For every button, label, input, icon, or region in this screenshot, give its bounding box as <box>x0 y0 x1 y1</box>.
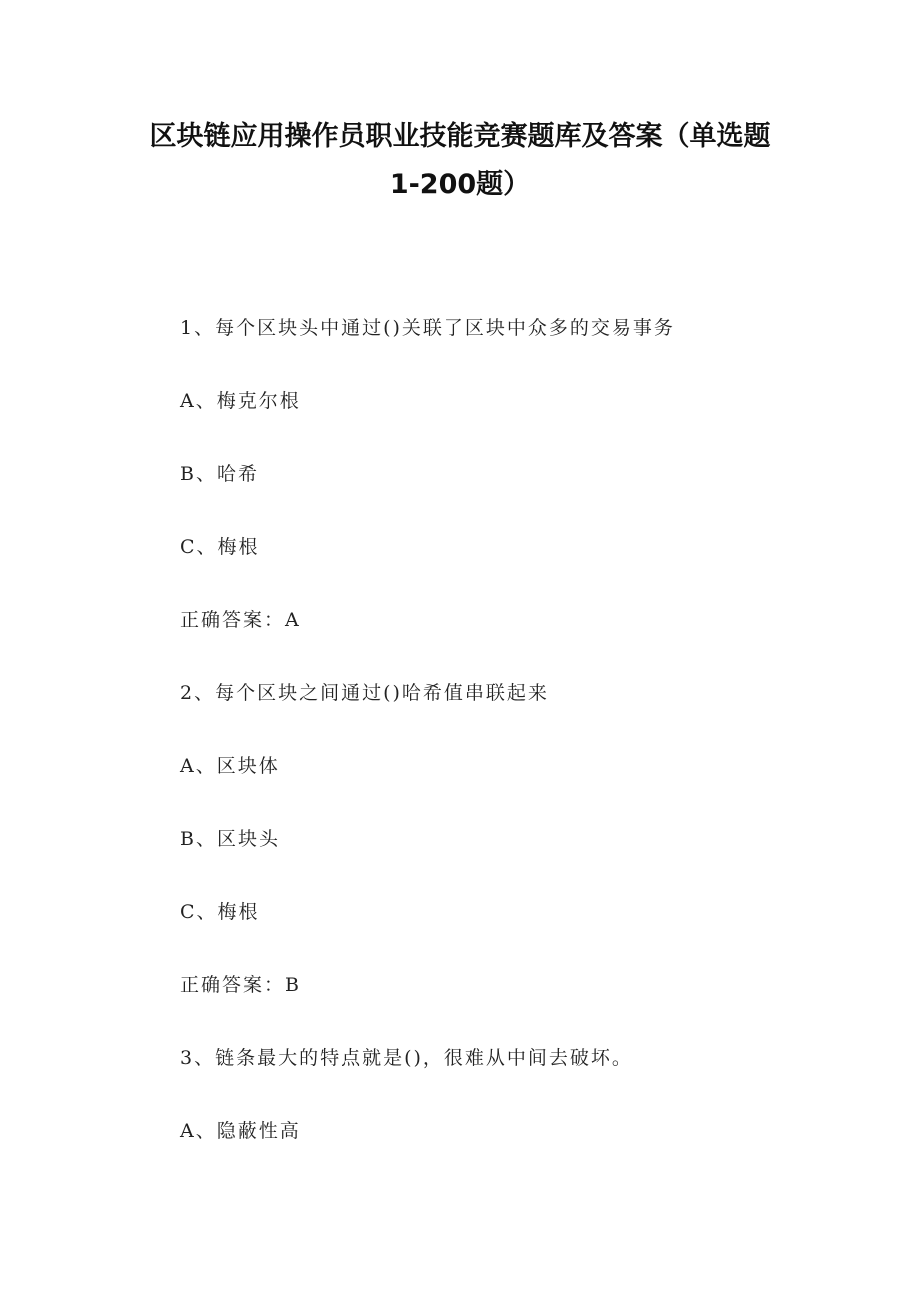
page-title-line-2: 1-200题） <box>389 169 531 200</box>
question-2-text: 2、每个区块之间通过()哈希值串联起来 <box>180 682 549 704</box>
question-1-text: 1、每个区块头中通过()关联了区块中众多的交易事务 <box>180 317 675 339</box>
question-1-answer: 正确答案：A <box>180 609 301 631</box>
question-2-option-a: A、区块体 <box>180 755 280 777</box>
page-title-line-1: 区块链应用操作员职业技能竞赛题库及答案（单选题 <box>149 121 771 152</box>
question-1-option-c: C、梅根 <box>180 536 260 558</box>
question-1-option-b: B、哈希 <box>180 463 259 485</box>
question-3-text: 3、链条最大的特点就是()，很难从中间去破坏。 <box>180 1047 633 1069</box>
question-2-option-c: C、梅根 <box>180 901 260 923</box>
question-3-option-a: A、隐蔽性高 <box>180 1120 301 1142</box>
question-2-answer: 正确答案：B <box>180 974 301 996</box>
question-2-option-b: B、区块头 <box>180 828 280 850</box>
question-1-option-a: A、梅克尔根 <box>180 390 301 412</box>
